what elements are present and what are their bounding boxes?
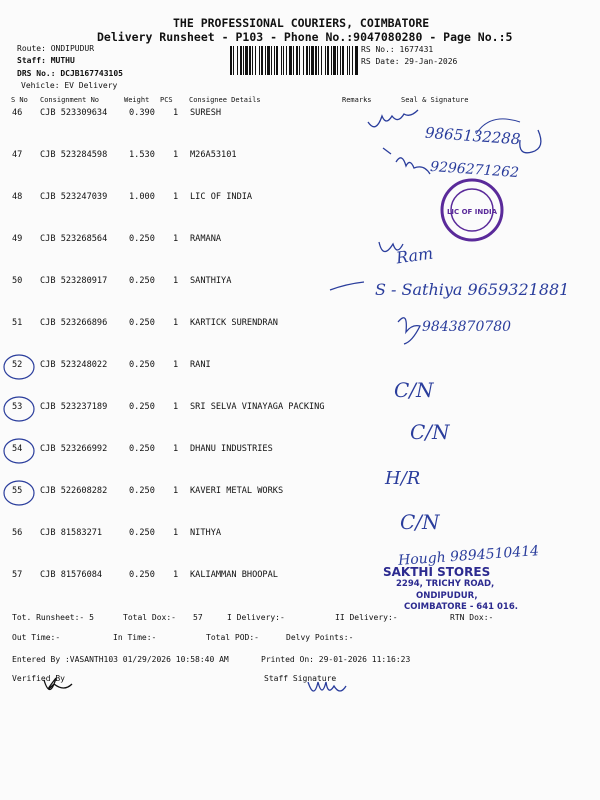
hand-phone-46: 9865132288 (424, 123, 521, 149)
lic-stamp-text: LIC OF INDIA (446, 208, 498, 216)
entered-by: Entered By :VASANTH103 01/29/2026 10:58:40 AM (12, 655, 229, 664)
row-weight: 0.250 (129, 318, 155, 328)
row-cno: CJB 522608282 (40, 486, 108, 496)
row-weight: 0.250 (129, 444, 155, 454)
row-sno: 48 (12, 192, 23, 202)
hand-note-47: 9296271262 (429, 158, 520, 182)
row-pcs: 1 (173, 318, 179, 328)
row-cno: CJB 523280917 (40, 276, 108, 286)
row-sno: 49 (12, 234, 23, 244)
verified-by: Verified By (12, 674, 65, 683)
row-cno: CJB 81583271 (40, 528, 103, 538)
row-consignee: KAVERI METAL WORKS (190, 486, 284, 496)
row-pcs: 1 (173, 402, 179, 412)
col-remarks: Remarks (342, 96, 372, 104)
delvy-points: Delvy Points:- (286, 633, 354, 642)
row-cno: CJB 523248022 (40, 360, 108, 370)
row-cno: CJB 523268564 (40, 234, 108, 244)
row-weight: 0.250 (129, 360, 155, 370)
row-consignee: SRI SELVA VINAYAGA PACKING (190, 402, 325, 412)
row-cno: CJB 523266992 (40, 444, 108, 454)
row-weight: 0.390 (129, 108, 155, 118)
row-consignee: LIC OF INDIA (190, 192, 253, 202)
route: Route: ONDIPUDUR (17, 44, 95, 53)
rtn-dox: RTN Dox:- (450, 613, 494, 622)
row-consignee: SANTHIYA (190, 276, 232, 286)
col-sno: S No (11, 96, 28, 104)
hand-cn-52: C/N (394, 378, 434, 402)
col-seal: Seal & Signature (401, 96, 469, 104)
row-weight: 0.250 (129, 234, 155, 244)
row-cno: CJB 523284598 (40, 150, 108, 160)
row-pcs: 1 (173, 192, 179, 202)
row-pcs: 1 (173, 108, 179, 118)
rs-date: RS Date: 29-Jan-2026 (361, 57, 458, 66)
hand-cn-55: C/N (400, 510, 440, 534)
row-sno: 54 (12, 444, 23, 454)
row-sno: 57 (12, 570, 23, 580)
drs-no: DRS No.: DCJB167743105 (17, 69, 123, 78)
row-cno: CJB 81576084 (40, 570, 103, 580)
lic-stamp (440, 178, 504, 242)
hand-phone-51: 9843870780 (422, 319, 512, 335)
row-weight: 0.250 (129, 276, 155, 286)
row-sno: 52 (12, 360, 23, 370)
row-sno: 55 (12, 486, 23, 496)
total-dox-value: 57 (193, 613, 203, 622)
row-consignee: DHANU INDUSTRIES (190, 444, 273, 454)
row-weight: 0.250 (129, 528, 155, 538)
row-weight: 0.250 (129, 570, 155, 580)
row-cno: CJB 523247039 (40, 192, 108, 202)
sakthi-stamp-name: SAKTHI STORES (383, 565, 491, 579)
company-title: THE PROFESSIONAL COURIERS, COIMBATORE (173, 16, 430, 30)
col-pcs: PCS (160, 96, 173, 104)
row-weight: 1.530 (129, 150, 155, 160)
row-sno: 47 (12, 150, 23, 160)
row-cno: CJB 523309634 (40, 108, 108, 118)
row-consignee: KARTICK SURENDRAN (190, 318, 278, 328)
sakthi-stamp-addr2: ONDIPUDUR, (416, 591, 478, 601)
tot-runsheet: Tot. Runsheet:- 5 (12, 613, 94, 622)
row-pcs: 1 (173, 234, 179, 244)
staff-signature: Staff Signature (264, 674, 337, 683)
row-consignee: NITHYA (190, 528, 222, 538)
runsheet-line: Delivery Runsheet - P103 - Phone No.:9047080280 - Page No.:5 (97, 30, 513, 44)
rs-no: RS No.: 1677431 (361, 45, 434, 54)
row-consignee: M26A53101 (190, 150, 237, 160)
row-weight: 0.250 (129, 486, 155, 496)
row-sno: 46 (12, 108, 23, 118)
i-delivery: I Delivery:- (227, 613, 285, 622)
row-pcs: 1 (173, 150, 179, 160)
row-sno: 56 (12, 528, 23, 538)
row-pcs: 1 (173, 360, 179, 370)
row-pcs: 1 (173, 276, 179, 286)
row-sno: 50 (12, 276, 23, 286)
row-pcs: 1 (173, 486, 179, 496)
lic-stamp-ring (440, 178, 504, 242)
hand-sig-49: Ram (394, 243, 435, 268)
row-consignee: KALIAMMAN BHOOPAL (190, 570, 278, 580)
row-cno: CJB 523266896 (40, 318, 108, 328)
hand-cn-53: C/N (410, 420, 450, 444)
hand-note-56: Hough 9894510414 (397, 543, 540, 569)
row-pcs: 1 (173, 444, 179, 454)
sakthi-stamp-addr1: 2294, TRICHY ROAD, (396, 579, 495, 589)
hand-note-50: S - Sathiya 9659321881 (375, 280, 570, 299)
row-cno: CJB 523237189 (40, 402, 108, 412)
col-consignee: Consignee Details (189, 96, 261, 104)
row-weight: 0.250 (129, 402, 155, 412)
total-pod: Total POD:- (206, 633, 259, 642)
ii-delivery: II Delivery:- (335, 613, 398, 622)
row-sno: 51 (12, 318, 23, 328)
row-weight: 1.000 (129, 192, 155, 202)
row-consignee: RAMANA (190, 234, 222, 244)
row-pcs: 1 (173, 528, 179, 538)
hand-hr-54: H/R (385, 468, 421, 489)
row-sno: 53 (12, 402, 23, 412)
row-pcs: 1 (173, 570, 179, 580)
col-consignment: Consignment No (40, 96, 100, 104)
row-consignee: RANI (190, 360, 211, 370)
staff: Staff: MUTHU (17, 56, 75, 65)
in-time: In Time:- (113, 633, 157, 642)
vehicle: Vehicle: EV Delivery (21, 81, 118, 90)
row-consignee: SURESH (190, 108, 222, 118)
total-dox-label: Total Dox:- (123, 613, 176, 622)
sakthi-stamp-addr3: COIMBATORE - 641 016. (404, 602, 518, 612)
col-weight: Weight (124, 96, 150, 104)
out-time: Out Time:- (12, 633, 61, 642)
printed-on: Printed On: 29-01-2026 11:16:23 (261, 655, 411, 664)
